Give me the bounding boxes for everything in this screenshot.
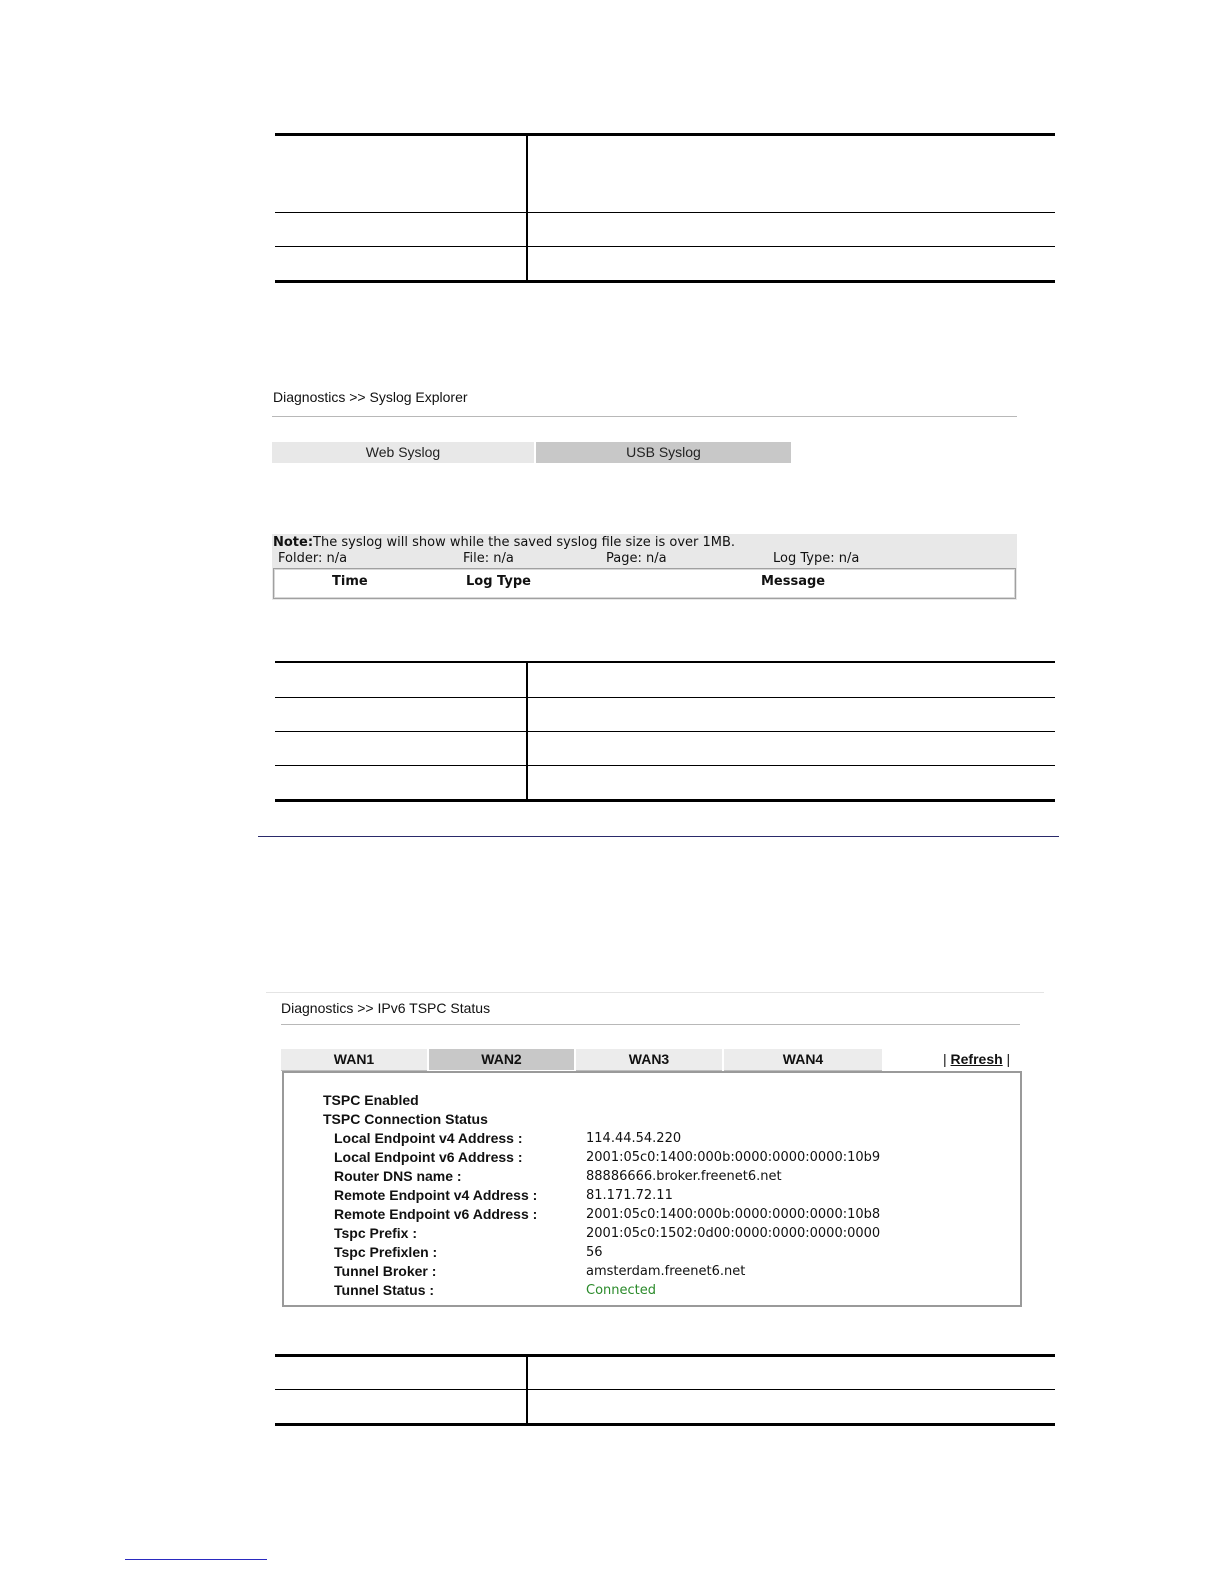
value-tspc-prefix: 2001:05c0:1502:0d00:0000:0000:0000:0000 [586, 1226, 881, 1241]
log-type-info: Log Type: n/a [773, 551, 860, 566]
syslog-breadcrumb: Diagnostics >> Syslog Explorer [273, 389, 468, 405]
tspc-breadcrumb: Diagnostics >> IPv6 TSPC Status [281, 1000, 491, 1016]
label-local-v6: Local Endpoint v6 Address : [334, 1149, 523, 1165]
label-local-v4: Local Endpoint v4 Address : [334, 1130, 523, 1146]
label-remote-v6: Remote Endpoint v6 Address : [334, 1206, 538, 1222]
doc-table-2 [275, 661, 1055, 803]
tab-usb-syslog[interactable]: USB Syslog [536, 442, 791, 463]
page-separator [258, 836, 1059, 837]
label-router-dns: Router DNS name : [334, 1168, 462, 1184]
tspc-divider [281, 1024, 1020, 1025]
folder-info: Folder: n/a [278, 551, 348, 566]
tab-wan1[interactable]: WAN1 [281, 1049, 427, 1071]
page-info: Page: n/a [606, 551, 667, 566]
value-router-dns: 88886666.broker.freenet6.net [586, 1169, 782, 1184]
tab-wan3[interactable]: WAN3 [576, 1049, 722, 1071]
value-remote-v4: 81.171.72.11 [586, 1188, 673, 1203]
footnote-rule [125, 1559, 267, 1560]
label-tspc-prefix: Tspc Prefix : [334, 1225, 417, 1241]
value-local-v6: 2001:05c0:1400:000b:0000:0000:0000:10b9 [586, 1150, 881, 1165]
refresh-control: | Refresh | [943, 1051, 1011, 1067]
column-time: Time [332, 574, 368, 589]
file-info: File: n/a [463, 551, 514, 566]
tab-wan4[interactable]: WAN4 [724, 1049, 882, 1071]
note-text: The syslog will show while the saved syslog file size is over 1MB. [313, 535, 736, 550]
label-remote-v4: Remote Endpoint v4 Address : [334, 1187, 538, 1203]
value-tunnel-broker: amsterdam.freenet6.net [586, 1264, 746, 1279]
value-tunnel-status: Connected [586, 1283, 657, 1298]
doc-table-1 [275, 133, 1055, 285]
value-local-v4: 114.44.54.220 [586, 1131, 682, 1146]
column-message: Message [761, 574, 826, 589]
value-remote-v6: 2001:05c0:1400:000b:0000:0000:0000:10b8 [586, 1207, 881, 1222]
note-label: Note: [273, 535, 314, 550]
syslog-divider [272, 416, 1017, 417]
label-tspc-prefixlen: Tspc Prefixlen : [334, 1244, 438, 1260]
doc-table-3 [275, 1354, 1055, 1428]
tspc-enabled-title: TSPC Enabled [323, 1092, 419, 1108]
tspc-status-title: TSPC Connection Status [323, 1111, 488, 1127]
tab-web-syslog[interactable]: Web Syslog [272, 442, 534, 463]
label-tunnel-broker: Tunnel Broker : [334, 1263, 437, 1279]
value-tspc-prefixlen: 56 [586, 1245, 603, 1260]
label-tunnel-status: Tunnel Status : [334, 1282, 435, 1298]
log-table-header [273, 568, 1016, 599]
tab-wan2[interactable]: WAN2 [429, 1049, 574, 1070]
syslog-note [273, 535, 735, 550]
column-log-type: Log Type [466, 574, 531, 589]
refresh-link[interactable]: Refresh [950, 1051, 1003, 1067]
